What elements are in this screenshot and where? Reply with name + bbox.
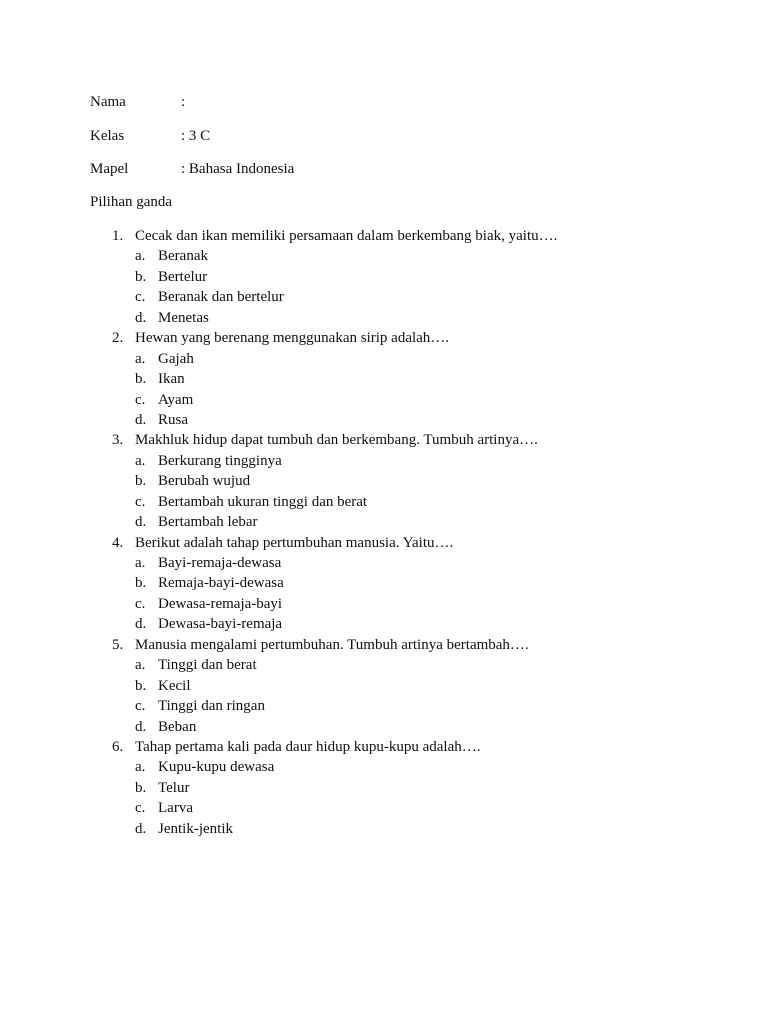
question-number: 1. <box>112 228 124 244</box>
option-letter: d. <box>135 514 147 531</box>
option-letter: c. <box>135 493 146 510</box>
option-c <box>0 696 768 716</box>
option-a <box>0 349 768 369</box>
question-number: 5. <box>112 636 124 653</box>
option-c <box>0 492 768 512</box>
option-letter: c. <box>135 595 146 612</box>
option-text: Bertambah ukuran tinggi dan berat <box>158 493 368 510</box>
question-line <box>0 737 768 757</box>
question-line <box>0 533 768 553</box>
option-text: Beban <box>158 718 197 735</box>
option-text: Beranak <box>158 248 208 265</box>
question-line <box>0 226 768 246</box>
option-text: Bayi-remaja-dewasa <box>158 555 282 571</box>
option-letter: b. <box>135 575 147 592</box>
option-b <box>0 369 768 389</box>
option-text: Rusa <box>158 411 188 428</box>
question-5 <box>0 635 768 737</box>
option-b <box>0 471 768 491</box>
option-text: Kecil <box>158 677 191 694</box>
option-letter: c. <box>135 391 146 408</box>
option-a <box>0 553 768 573</box>
option-text: Jentik-jentik <box>158 820 233 837</box>
option-text: Menetas <box>158 309 209 326</box>
option-letter: d. <box>135 616 147 633</box>
question-text: Cecak dan ikan memiliki persamaan dalam berkembang biak, yaitu…. <box>135 228 558 244</box>
question-number: 4. <box>112 534 124 551</box>
option-text: Berkurang tingginya <box>158 452 282 469</box>
option-a <box>0 655 768 675</box>
question-line <box>0 328 768 348</box>
option-c <box>0 594 768 614</box>
option-letter: d. <box>135 411 147 428</box>
option-letter: a. <box>135 248 146 265</box>
question-3 <box>0 430 768 532</box>
option-d <box>0 410 768 430</box>
question-1 <box>0 226 768 328</box>
option-letter: b. <box>135 473 147 490</box>
option-letter: a. <box>135 657 146 674</box>
option-text: Dewasa-remaja-bayi <box>158 595 283 612</box>
question-number: 2. <box>112 330 124 347</box>
option-d <box>0 819 768 839</box>
option-a <box>0 757 768 777</box>
option-text: Gajah <box>158 350 194 367</box>
option-b <box>0 676 768 696</box>
option-letter: c. <box>135 800 146 817</box>
option-text: Ayam <box>158 391 194 408</box>
mapel-value: : Bahasa Indonesia <box>181 161 295 177</box>
option-a <box>0 246 768 266</box>
option-letter: b. <box>135 371 147 388</box>
option-letter: d. <box>135 718 147 735</box>
option-text: Berubah wujud <box>158 473 251 490</box>
option-text: Kupu-kupu dewasa <box>158 759 275 776</box>
kelas-value: : 3 C <box>181 128 211 144</box>
question-number: 6. <box>112 738 124 755</box>
question-text: Hewan yang berenang menggunakan sirip adalah…. <box>135 330 450 347</box>
option-text: Tinggi dan ringan <box>158 698 265 715</box>
option-b <box>0 778 768 798</box>
option-letter: d. <box>135 309 147 326</box>
option-letter: b. <box>135 779 147 796</box>
option-letter: c. <box>135 289 146 306</box>
option-b <box>0 267 768 287</box>
question-list <box>0 226 768 839</box>
option-letter: b. <box>135 677 147 694</box>
question-text: Berikut adalah tahap pertumbuhan manusia. Yaitu…. <box>135 534 454 551</box>
option-c <box>0 798 768 818</box>
option-letter: a. <box>135 759 146 776</box>
option-b <box>0 573 768 593</box>
section-title: Pilihan ganda <box>90 194 173 210</box>
option-d <box>0 308 768 328</box>
option-text: Bertambah lebar <box>158 514 258 531</box>
option-letter: a. <box>135 555 146 571</box>
mapel-label: Mapel <box>90 161 129 177</box>
option-text: Larva <box>158 800 193 817</box>
option-letter: a. <box>135 350 146 367</box>
question-text: Tahap pertama kali pada daur hidup kupu-kupu adalah…. <box>135 738 481 755</box>
option-text: Telur <box>158 779 190 796</box>
question-text: Makhluk hidup dapat tumbuh dan berkembang. Tumbuh artinya…. <box>135 432 538 449</box>
question-4 <box>0 533 768 635</box>
option-letter: d. <box>135 820 147 837</box>
option-text: Ikan <box>158 371 185 388</box>
question-2 <box>0 328 768 430</box>
option-text: Remaja-bayi-dewasa <box>158 575 284 592</box>
question-6 <box>0 737 768 839</box>
question-line <box>0 635 768 655</box>
question-line <box>0 430 768 450</box>
option-letter: b. <box>135 268 147 285</box>
option-text: Beranak dan bertelur <box>158 289 284 306</box>
option-c <box>0 287 768 307</box>
question-number: 3. <box>112 432 124 449</box>
option-d <box>0 614 768 634</box>
nama-label: Nama <box>90 94 126 110</box>
option-letter: a. <box>135 452 146 469</box>
option-a <box>0 451 768 471</box>
option-text: Tinggi dan berat <box>158 657 257 674</box>
option-d <box>0 512 768 532</box>
question-text: Manusia mengalami pertumbuhan. Tumbuh artinya bertambah…. <box>135 636 529 653</box>
kelas-label: Kelas <box>90 128 125 144</box>
option-letter: c. <box>135 698 146 715</box>
nama-value: : <box>181 94 186 110</box>
option-text: Dewasa-bayi-remaja <box>158 616 283 633</box>
option-d <box>0 717 768 737</box>
option-text: Bertelur <box>158 268 208 285</box>
option-c <box>0 390 768 410</box>
